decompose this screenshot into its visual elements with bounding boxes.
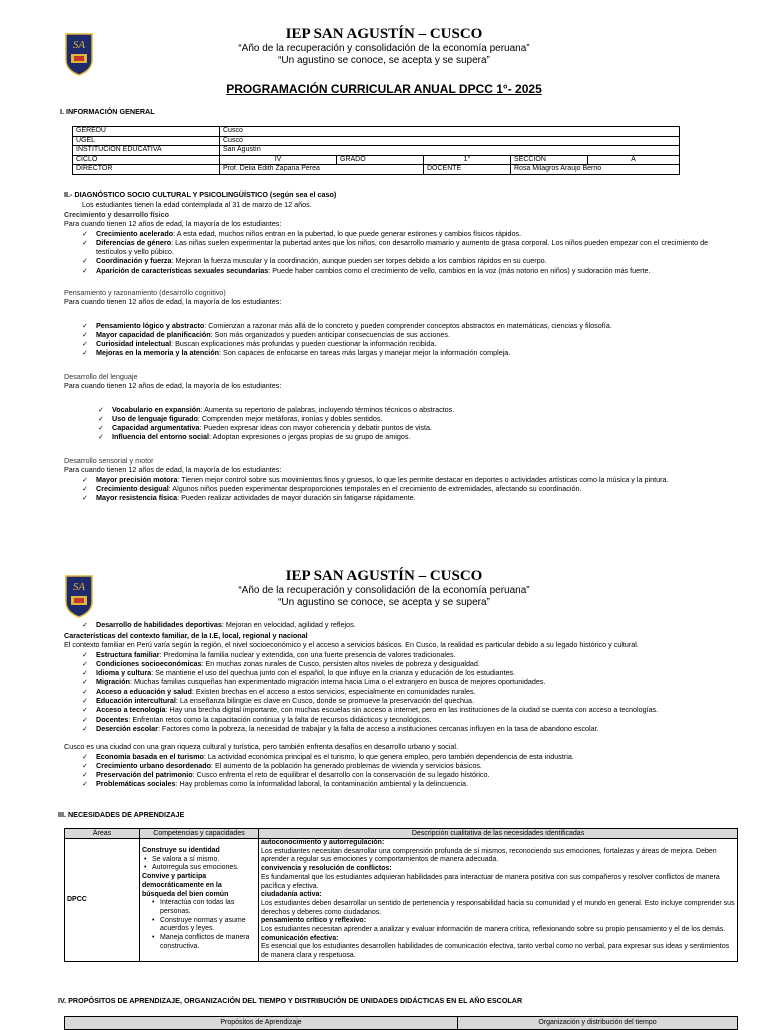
checkmark-icon: ✓ [82,474,89,484]
competencies-cell [140,839,259,962]
list-item: ✓ Mayor precisión motora: Tienen mejor control sobre sus movimientos finos y gruesos, lo que les permite destacar en deportes o actividades artísticas como la música y la pintura. [82,474,669,484]
checkmark-icon: ✓ [82,320,89,330]
table-header-row [65,1017,738,1030]
column-header: Organización y distribución del tiempo [458,1017,738,1030]
school-name: IEP SAN AGUSTÍN – CUSCO [285,568,483,584]
checkmark-icon: ✓ [82,668,89,678]
checkmark-icon: ✓ [82,237,89,247]
list-item: ✓ Educación intercultural: La enseñanza bilingüe es clave en Cusco, donde se promueve la preservación del quechua. [82,696,474,706]
list-item: ✓ Crecimiento acelerado: A esta edad, muchos niños entran en la pubertad, lo que puede generar estirones y cambios físicos rápidos. [82,228,522,238]
section-1-title: I. INFORMACIÓN GENERAL [60,107,155,116]
need-text: Es fundamental que los estudiantes adquieran habilidades para interactuar de manera positiva con sus compañeros y resolver conflictos de manera pacífica y efectiva. [261,873,720,890]
table-row [65,839,738,962]
checkmark-icon: ✓ [82,493,89,503]
purposes-table [64,1016,738,1030]
need-text: Es esencial que los estudiantes desarrollen habilidades de comunicación efectiva, tanto verbal como no verbal, para expresar sus ideas y sentimientos de manera clara y respetuosa. [261,943,730,960]
block-subtitle: Para cuando tienen 12 años de edad, la mayoría de los estudiantes: [64,465,282,475]
city-intro: Cusco es una ciudad con una gran riqueza cultural y turística, pero también enfrenta desafíos en desarrollo urbano y social. [64,742,458,752]
needs-description-cell [259,839,738,962]
checkmark-icon: ✓ [82,779,89,789]
block-subtitle: Para cuando tienen 12 años de edad, la mayoría de los estudiantes: [64,297,282,307]
general-info-table [72,126,680,175]
cell-value: Prof. Delia Edith Zapana Perea [220,165,424,175]
need-text: Los estudiantes deben desarrollar un sentido de pertenencia y responsabilidad hacia su comunidad y el mundo en general. Esto incluye comprender sus derechos y deberes como ciudadanos. [261,899,735,916]
list-item: ✓ Crecimiento desigual: Algunos niños pueden experimentar desproporciones temporales en el crecimiento de extremidades, afectando su coordinación. [82,483,582,493]
list-item: ✓ Pensamiento lógico y abstracto: Comienzan a razonar más allá de lo concreto y pueden comprender conceptos abstractos en matemáticas, ciencias y filosofía. [82,320,612,330]
need-heading: autoconocimiento y autorregulación: [261,839,385,846]
need-heading: comunicación efectiva: [261,934,339,942]
checkmark-icon: ✓ [82,483,89,493]
cell-value: A [588,155,680,165]
checkmark-icon: ✓ [82,723,89,733]
need-heading: pensamiento crítico y reflexivo: [261,917,367,925]
list-item: ✓ Deserción escolar: Factores como la pobreza, la necesidad de trabajar y la falta de acceso a instituciones cercanas influyen en la tasa de abandono escolar. [82,723,599,733]
cell-value: Cusco [220,127,680,137]
column-header: Competencias y capacidades [140,829,259,839]
main-title: PROGRAMACIÓN CURRICULAR ANUAL DPCC 1°- 2025 [226,82,542,96]
checkmark-icon: ✓ [82,329,89,339]
cell-value: 1° [424,155,511,165]
list-item: ✓ Diferencias de género: Las niñas suelen experimentar la pubertad antes que los niños, con desarrollo mamario y aumento de grasa corporal. Los niños pueden empezar con el crecimiento de testículos y vello púbico. [82,237,709,257]
list-item: ✓ Idioma y cultura: Se mantiene el uso del quechua junto con el español, lo que influye en la crianza y educación de los estudiantes. [82,668,516,678]
checkmark-icon: ✓ [82,677,89,687]
need-heading: convivencia y resolución de conflictos: [261,865,392,873]
cell-value: Rosa Milagros Araujo Berrio [511,165,680,175]
list-item: ✓ Economía basada en el turismo: La actividad económica principal es el turismo, lo que genera empleo, pero también dependencia de esta industria. [82,751,574,761]
diagnostic-block [64,288,714,358]
need-text: Los estudiantes necesitan aprender a analizar y evaluar información de manera crítica, reflexionando sobre su propio pensamiento y el de los demás. [261,926,726,934]
cell-value: San Agustín [220,146,680,156]
cell-label: GEREDU [73,127,220,137]
section-2-intro: Los estudiantes tienen la edad contemplada al 31 de marzo de 12 años. [82,200,312,209]
cell-label: CICLO [73,155,220,165]
cell-label: INSTITUCIÓN EDUCATIVA [73,146,220,156]
list-item: ✓ Docentes: Enfrentan retos como la capacitación continua y la falta de recursos didácticos y tecnológicos. [82,714,432,724]
block-subtitle: Para cuando tienen 12 años de edad, la mayoría de los estudiantes: [64,219,282,229]
checkmark-icon: ✓ [82,620,89,629]
checkmark-icon: ✓ [82,751,89,761]
capacity-item: • Construye normas y asume acuerdos y leyes. [160,917,256,934]
list-item: ✓ Coordinación y fuerza: Mejoran la fuerza muscular y la coordinación, aunque pueden ser torpes debido a los cambios rápidos en su cuerpo. [82,256,547,266]
svg-text:SA: SA [72,581,86,593]
competency-title: Construye su identidad [142,847,220,854]
list-item: ✓ Curiosidad intelectual: Buscan explicaciones más profundas y pueden cuestionar la información recibida. [82,339,437,349]
checkmark-icon: ✓ [82,265,89,275]
checkmark-icon: ✓ [82,686,89,696]
list-item: ✓ Crecimiento urbano desordenado: El aumento de la población ha generado problemas de vivienda y servicios básicos. [82,760,482,770]
block-title: Crecimiento y desarrollo físico [64,210,170,219]
table-header-row [65,829,738,839]
cell-value: Cusco [220,136,680,146]
checkmark-icon: ✓ [82,348,89,358]
cell-label: DIRECTOR [73,165,220,175]
section-2-title: II.- DIAGNÓSTICO SOCIO CULTURAL Y PSICOLINGÜÍSTICO (según sea el caso) [64,190,337,199]
section-4-title: IV. PROPÓSITOS DE APRENDIZAJE, ORGANIZACIÓN DEL TIEMPO Y DISTRIBUCIÓN DE UNIDADES DIDÁCTICAS EN EL AÑO ESCOLAR [58,996,523,1005]
list-item: ✓ Capacidad argumentativa: Pueden expresar ideas con mayor coherencia y debatir puntos de vista. [98,423,433,433]
diagnostic-block [64,210,714,275]
list-item: ✓ Vocabulario en expansión: Aumenta su repertorio de palabras, incluyendo términos técnicos o abstractos. [98,404,455,414]
svg-text:SA: SA [72,39,86,51]
section-3-title: III. NECESIDADES DE APRENDIZAJE [58,810,185,819]
list-item: ✓ Acceso a educación y salud: Existen brechas en el acceso a estos servicios, especialmente en comunidades rurales. [82,686,476,696]
list-item: ✓ Desarrollo de habilidades deportivas: Mejoran en velocidad, agilidad y reflejos. [82,620,356,629]
motto-2: “Un agustino se conoce, se acepta y se supera” [278,597,490,608]
cell-label: UGEL [73,136,220,146]
list-item: ✓ Problemáticas sociales: Hay problemas como la informalidad laboral, la contaminación ambiental y la delincuencia. [82,779,468,789]
column-header: Propósitos de Aprendizaje [65,1017,458,1030]
block-title: Desarrollo sensorial y motor [64,456,154,465]
checkmark-icon: ✓ [82,658,89,668]
learning-needs-table [64,828,738,962]
checkmark-icon: ✓ [98,423,105,433]
checkmark-icon: ✓ [82,760,89,770]
checkmark-icon: ✓ [82,256,89,266]
checkmark-icon: ✓ [98,413,105,423]
diagnostic-block [64,372,714,442]
context-section [64,631,744,789]
table-row [73,165,680,175]
checkmark-icon: ✓ [82,649,89,659]
checkmark-icon: ✓ [82,696,89,706]
need-text: Los estudiantes necesitan desarrollar una comprensión profunda de sí mismos, reconociendo sus emociones, fortalezas y áreas de mejora. Deben aprender a regular sus emociones y comportamientos de manera adecuada. [261,847,717,864]
cell-label: DOCENTE [424,165,511,175]
checkmark-icon: ✓ [82,339,89,349]
cell-label: GRADO [337,155,424,165]
list-item: ✓ Mayor resistencia física: Pueden realizar actividades de mayor duración sin fatigarse rápidamente. [82,493,416,503]
checkmark-icon: ✓ [82,705,89,715]
list-item: ✓ Condiciones socioeconómicas: En muchas zonas rurales de Cusco, persisten altos niveles de pobreza y desigualdad. [82,658,480,668]
block-title: Pensamiento y razonamiento (desarrollo cognitivo) [64,288,226,297]
capacity-item: • Maneja conflictos de manera constructiva. [160,934,256,951]
cell-value: IV [220,155,337,165]
context-title: Características del contexto familiar, de la I.E, local, regional y nacional [64,631,308,640]
school-name: IEP SAN AGUSTÍN – CUSCO [285,26,483,42]
block-title: Desarrollo del lenguaje [64,372,138,381]
list-item: ✓ Estructura familiar: Predomina la familia nuclear y extendida, con una fuerte presencia de valores tradicionales. [82,649,456,659]
list-item: ✓ Preservación del patrimonio: Cusco enfrenta el reto de equilibrar el desarrollo con la conservación de su legado histórico. [82,770,490,780]
checkmark-icon: ✓ [98,432,105,442]
list-item: ✓ Acceso a tecnología: Hay una brecha digital importante, con muchas escuelas sin acceso a internet, pero en las instituciones de la ciudad se cuenta con acceso a tecnologías. [82,705,659,715]
list-item: ✓ Migración: Muchas familias cusqueñas han experimentado migración interna hacia Lima o el extranjero en busca de mejores oportunidades. [82,677,546,687]
column-header: Áreas [65,829,140,839]
capacity-item: • Se valora a sí mismo. [152,856,256,865]
cell-label: SECCIÓN [511,155,588,165]
motto-1: “Año de la recuperación y consolidación de la economía peruana” [238,585,530,596]
checkmark-icon: ✓ [82,228,89,238]
checkmark-icon: ✓ [82,714,89,724]
capacity-item: • Autorregula sus emociones. [152,864,256,873]
checkmark-icon: ✓ [98,404,105,414]
capacity-item: • Interactúa con todas las personas. [160,899,256,916]
need-heading: ciudadanía activa: [261,891,322,899]
table-row [73,127,680,137]
competency-title: Convive y participa democráticamente en la búsqueda del bien común [142,873,229,898]
list-item: ✓ Uso de lenguaje figurado: Comprenden mejor metáforas, ironías y dobles sentidos. [98,413,383,423]
context-intro: El contexto familiar en Perú varía según la región, el nivel socioeconómico y el acceso a servicios básicos. En Cusco, la realidad es particular debido a su legado histórico y cultural. [64,640,639,650]
column-header: Descripción cualitativa de las necesidades identificadas [259,829,738,839]
table-row [73,136,680,146]
table-row [73,155,680,165]
block-subtitle: Para cuando tienen 12 años de edad, la mayoría de los estudiantes: [64,381,282,391]
diagnostic-block [64,456,714,502]
list-item: ✓ Mejoras en la memoria y la atención: Son capaces de enfocarse en tareas más largas y manejar mejor la información compleja. [82,348,511,358]
list-item: ✓ Mayor capacidad de planificación: Son más organizados y pueden anticipar consecuencias de sus acciones. [82,329,450,339]
area-cell: DPCC [65,839,140,962]
motto-2: “Un agustino se conoce, se acepta y se supera” [278,55,490,66]
continued-list [80,620,740,629]
motto-1: “Año de la recuperación y consolidación de la economía peruana” [238,43,530,54]
checkmark-icon: ✓ [82,770,89,780]
table-row [73,146,680,156]
list-item: ✓ Influencia del entorno social: Adoptan expresiones o jergas propias de su grupo de amigos. [98,432,411,442]
list-item: ✓ Aparición de características sexuales secundarias: Puede haber cambios como el crecimiento de vello, cambios en la voz (más notorio en niños) y sudoración más fuerte. [82,265,651,275]
